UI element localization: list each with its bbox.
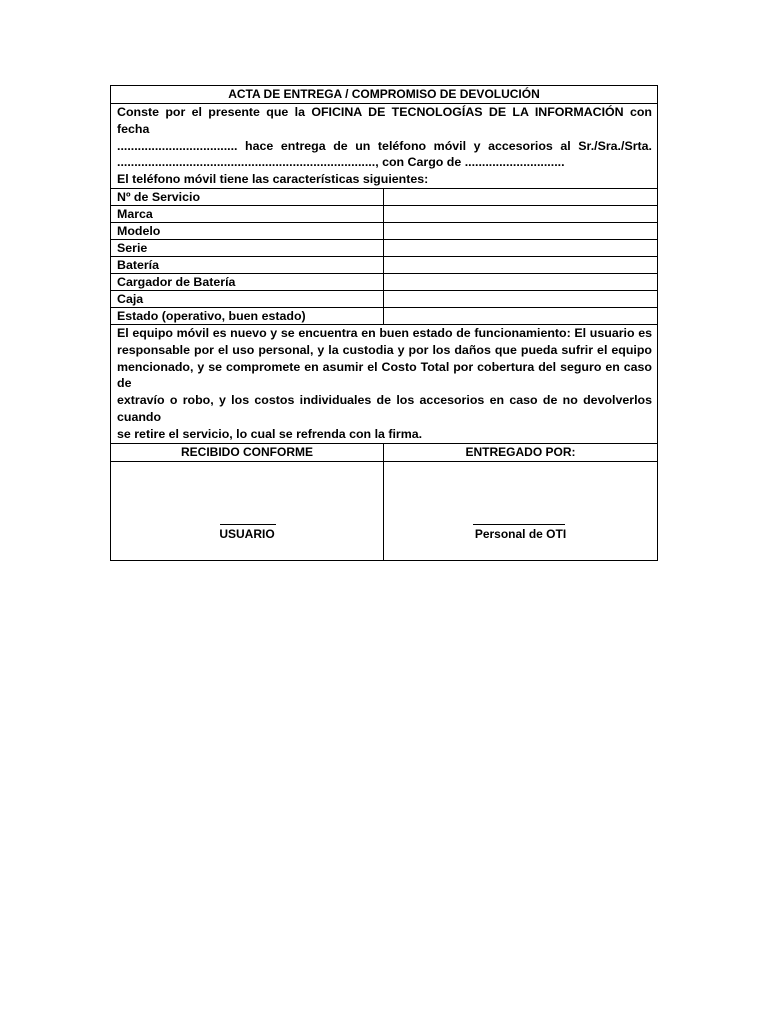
field-row-brand [111, 206, 657, 223]
field-row-condition [111, 308, 657, 325]
field-label: Marca [111, 206, 384, 222]
delivered-header: ENTREGADO POR: [465, 444, 576, 459]
field-value[interactable] [384, 274, 657, 290]
statement-line: responsable por el uso personal, y la custodia y por los daños que pueda sufrir el equipo [117, 342, 652, 357]
field-label: Modelo [111, 223, 384, 239]
intro-paragraph [111, 104, 657, 189]
field-row-model [111, 223, 657, 240]
oti-signature-label: Personal de OTI [474, 526, 567, 541]
intro-line: ..........................................................................., con Cargo de ............................. [117, 155, 565, 170]
user-signature-label: USUARIO [219, 526, 275, 541]
field-label: Caja [111, 291, 384, 307]
field-value[interactable] [384, 189, 657, 205]
field-row-serial [111, 240, 657, 257]
intro-line: ................................... hace entrega de un teléfono móvil y accesorios al Sr./Sra./Srta. [117, 138, 652, 153]
signature-header [111, 444, 657, 462]
signature-area [111, 462, 657, 560]
signature-line [473, 524, 565, 525]
field-row-battery [111, 257, 657, 274]
field-label: Serie [111, 240, 384, 256]
field-label: Cargador de Batería [111, 274, 384, 290]
field-value[interactable] [384, 291, 657, 307]
field-label: Nº de Servicio [111, 189, 384, 205]
form-title: ACTA DE ENTREGA / COMPROMISO DE DEVOLUCIÓN [111, 86, 657, 104]
user-signature-box[interactable] [111, 462, 384, 560]
statement-line: mencionado, y se compromete en asumir el Costo Total por cobertura del seguro en caso de [117, 359, 652, 391]
statement-line: extravío o robo, y los costos individuales de los accesorios en caso de no devolverlos cuando [117, 393, 652, 424]
field-value[interactable] [384, 240, 657, 256]
statement-line: El equipo móvil es nuevo y se encuentra en buen estado de funcionamiento: El usuario es [117, 325, 652, 340]
field-value[interactable] [384, 308, 657, 324]
field-row-charger [111, 274, 657, 291]
field-row-box [111, 291, 657, 308]
intro-line: El teléfono móvil tiene las características siguientes: [117, 172, 429, 187]
field-label: Batería [111, 257, 384, 273]
statement-line: se retire el servicio, lo cual se refrenda con la firma. [117, 426, 423, 441]
delivery-form [110, 85, 658, 561]
field-label: Estado (operativo, buen estado) [111, 308, 384, 324]
received-header: RECIBIDO CONFORME [111, 444, 384, 461]
responsibility-statement [111, 325, 657, 444]
signature-line [220, 524, 276, 525]
field-value[interactable] [384, 257, 657, 273]
field-row-service-number [111, 189, 657, 206]
field-value[interactable] [384, 206, 657, 222]
oti-signature-box[interactable] [384, 462, 657, 560]
field-value[interactable] [384, 223, 657, 239]
intro-line: Conste por el presente que la OFICINA DE TECNOLOGÍAS DE LA INFORMACIÓN con fecha [117, 105, 652, 136]
